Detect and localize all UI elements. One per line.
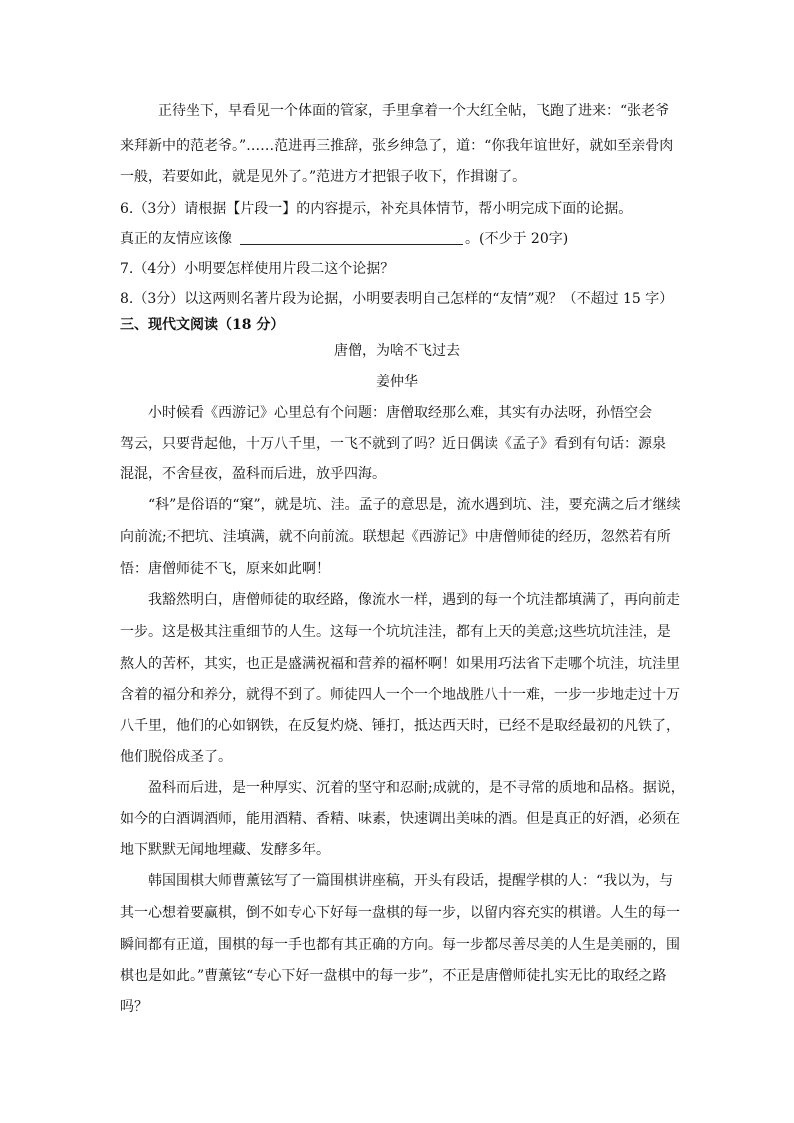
article-line: 小时候看《西游记》心里总有个问题：唐僧取经那么难，其实有办法呀，孙悟空会: [148, 405, 652, 421]
article-line: 韩国围棋大师曹薰铉写了一篇围棋讲座稿，开头有段话，提醒学棋的人：“我以为，与: [148, 873, 674, 889]
article-line: 瞬间都有正道，围棋的每一手也都有其正确的方向。每一步都尽善尽美的人生是美丽的，围: [120, 937, 680, 953]
article-line: 含着的福分和养分，就得不到了。师徒四人一个一个地战胜八十一难，一步一步地走过十万: [120, 687, 680, 703]
question-6-prompt: 真正的友情应该像: [120, 231, 232, 247]
article-line: 他们脱俗成圣了。: [120, 749, 232, 765]
article-line: “科”是俗语的“窠”，就是坑、洼。孟子的意思是，流水遇到坑、洼，要充满之后才继续: [148, 497, 681, 513]
question-6-tail: 。(不少于 20字): [465, 231, 569, 247]
question-6: 6.（3分）请根据【片段一】的内容提示，补充具体情节，帮小明完成下面的论据。: [120, 201, 633, 217]
article-author: 姜仲华: [376, 374, 418, 390]
article-line: 悟：唐僧师徒不飞，原来如此啊！: [120, 561, 330, 577]
passage-line-2: 来拜新中的范老爷。”……范进再三推辞，张乡绅急了，道：“你我年谊世好，就如至亲骨肉: [120, 138, 674, 154]
article-line: 其一心想着要赢棋，倒不如专心下好每一盘棋的每一步，以留内容充实的棋谱。人生的每一: [120, 905, 680, 921]
section-heading: 三、现代文阅读（18 分）: [120, 317, 285, 333]
article-line: 向前流;不把坑、洼填满，就不向前流。联想起《西游记》中唐僧师徒的经历，忽然若有所: [120, 529, 671, 545]
question-8: 8.（3分）以这两则名著片段为论据，小明要表明自己怎样的“友情”观？（不超过 15 字）: [120, 291, 674, 307]
article-line: 吗？: [120, 999, 148, 1015]
article-line: 八千里，他们的心如钢铁，在反复灼烧、锤打，抵达西天时，已经不是取经最初的凡铁了，: [120, 718, 680, 734]
answer-blank[interactable]: [240, 232, 463, 245]
article-line: 棋也是如此。”曹薰铉“专心下好一盘棋中的每一步”，不正是唐僧师徒扎实无比的取经之路: [120, 968, 667, 984]
article-line: 我豁然明白，唐僧师徒的取经路，像流水一样，遇到的每一个坑洼都填满了，再向前走: [148, 592, 680, 608]
article-line: 熬人的苦杯，其实，也正是盛满祝福和营养的福杯啊！如果用巧法省下走哪个坑洼，坑洼里: [120, 656, 680, 672]
article-title: 唐僧，为啥不飞过去: [334, 343, 460, 359]
article-line: 盈科而后进，是一种厚实、沉着的坚守和忍耐;成就的，是不寻常的质地和品格。据说，: [148, 780, 685, 796]
article-line: 如今的白酒调酒师，能用酒精、香精、味素，快速调出美味的酒。但是真正的好酒，必须在: [120, 811, 680, 827]
article-line: 地下默默无闻地埋藏、发酵多年。: [120, 842, 330, 858]
article-line: 混混，不舍昼夜，盈科而后进，放乎四海。: [120, 466, 386, 482]
article-line: 一步。这是极其注重细节的人生。这每一个坑坑洼洼，都有上天的美意;这些坑坑洼洼，是: [120, 624, 671, 640]
passage-line-3: 一般，若要如此，就是见外了。”范进方才把银子收下，作揖谢了。: [120, 169, 527, 185]
passage-line-1: 正待坐下，早看见一个体面的管家，手里拿着一个大红全帖，飞跑了进来：“张老爷: [158, 103, 670, 119]
article-line: 驾云，只要背起他，十万八千里，一飞不就到了吗？近日偶读《孟子》看到有句话：源泉: [120, 436, 666, 452]
question-7: 7.（4分）小明要怎样使用片段二这个论据？: [120, 261, 395, 277]
question-6-answer-row: [120, 232, 568, 246]
